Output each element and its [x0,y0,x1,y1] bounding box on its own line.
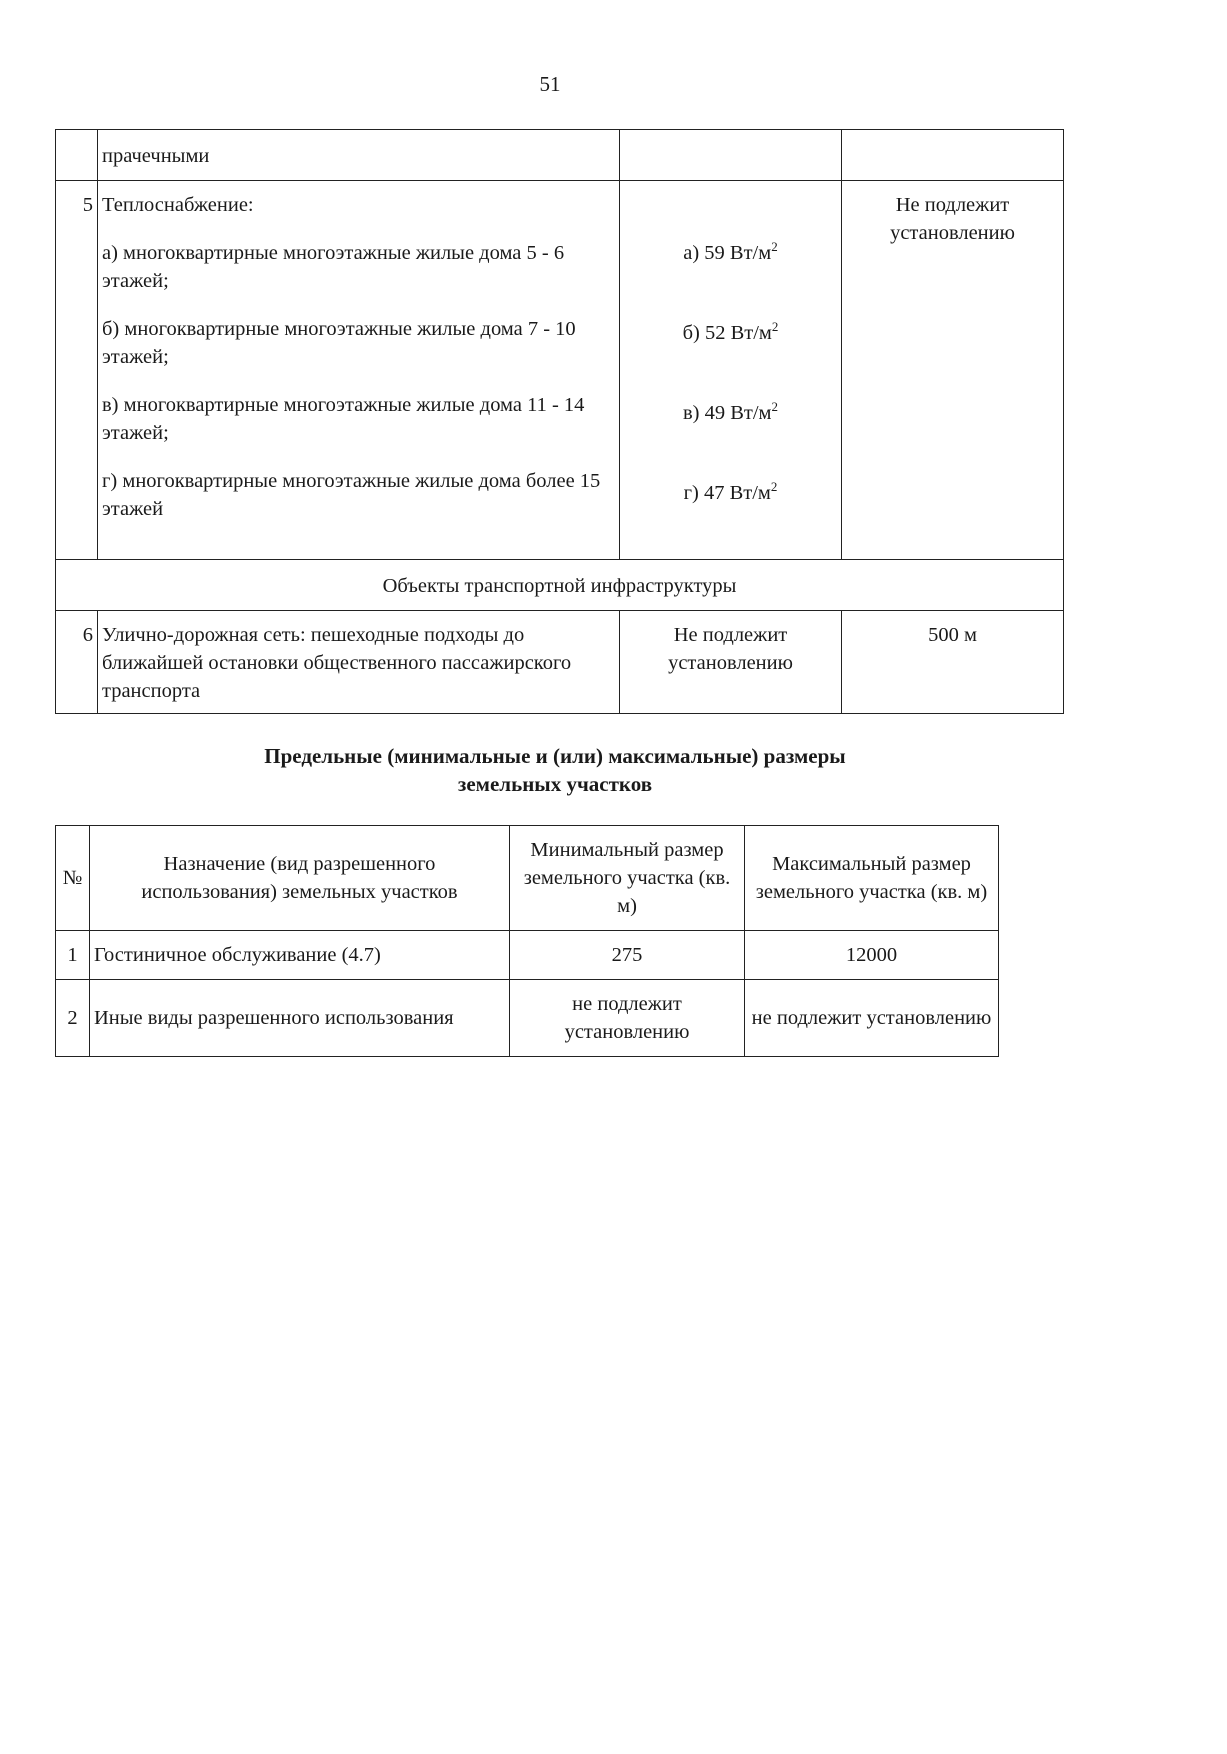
row-note: 500 м [842,611,1064,714]
heat-supply-value-d: г) 47 $Вт/м^2$ [683,479,778,504]
table-row-heat-supply [56,181,1064,560]
header-min-size: Минимальный размер земельного участка (кв. м) [510,826,745,931]
row-max-size: не подлежит установлению [745,980,999,1057]
row-value: Не подлежит установлению [620,611,842,714]
row-number: 2 [56,980,90,1057]
row-number: 1 [56,931,90,980]
heat-supply-value-c: в) 49 $Вт/м^2$ [682,399,779,424]
row-number [56,130,98,181]
table-row-street-network [56,611,1064,714]
header-purpose: Назначение (вид разрешенного использования) земельных участков [90,826,510,931]
row-max-size: 12000 [745,931,999,980]
row-note [842,130,1064,181]
table-row [56,931,999,980]
heading-line-2: земельных участков [457,772,653,796]
heat-supply-item-a: а) многоквартирные многоэтажные жилые дома 5 - 6 этажей; [102,242,565,292]
heading-line-1: Предельные (минимальные и (или) максимальные) размеры [264,744,846,768]
header-max-size: Максимальный размер земельного участка (кв. м) [745,826,999,931]
utility-standards-table [55,129,1064,714]
row-number: 5 [56,181,98,560]
heat-supply-item-b: б) многоквартирные многоэтажные жилые дома 7 - 10 этажей; [102,318,576,368]
row-min-size: не подлежит установлению [510,980,745,1057]
table-header-row [56,826,999,931]
page-number: 51 [539,72,561,96]
heat-supply-item-c: в) многоквартирные многоэтажные жилые дома 11 - 14 этажей; [102,394,585,444]
section-title: Объекты транспортной инфраструктуры [56,560,1064,611]
section-heading [55,742,1055,798]
table-row-continuation [56,130,1064,181]
row-purpose: Гостиничное обслуживание (4.7) [90,931,510,980]
land-plot-sizes-table [55,825,999,1057]
row-value [620,181,842,560]
table-row [56,980,999,1057]
heat-supply-title: Теплоснабжение: [102,194,254,216]
row-note: Не подлежит установлению [842,181,1064,560]
table-section-header [56,560,1064,611]
row-purpose: Иные виды разрешенного использования [90,980,510,1057]
row-description: прачечными [98,130,620,181]
header-number: № [56,826,90,931]
row-value [620,130,842,181]
heat-supply-value-a: а) 59 $Вт/м^2$ [683,239,778,264]
heat-supply-item-d: г) многоквартирные многоэтажные жилые дома более 15 этажей [102,470,601,520]
row-min-size: 275 [510,931,745,980]
heat-supply-value-b: б) 52 $Вт/м^2$ [682,319,779,344]
row-description [98,181,620,560]
row-number: 6 [56,611,98,714]
row-description: Улично-дорожная сеть: пешеходные подходы до ближайшей остановки общественного пассажирского транспорта [98,611,620,714]
